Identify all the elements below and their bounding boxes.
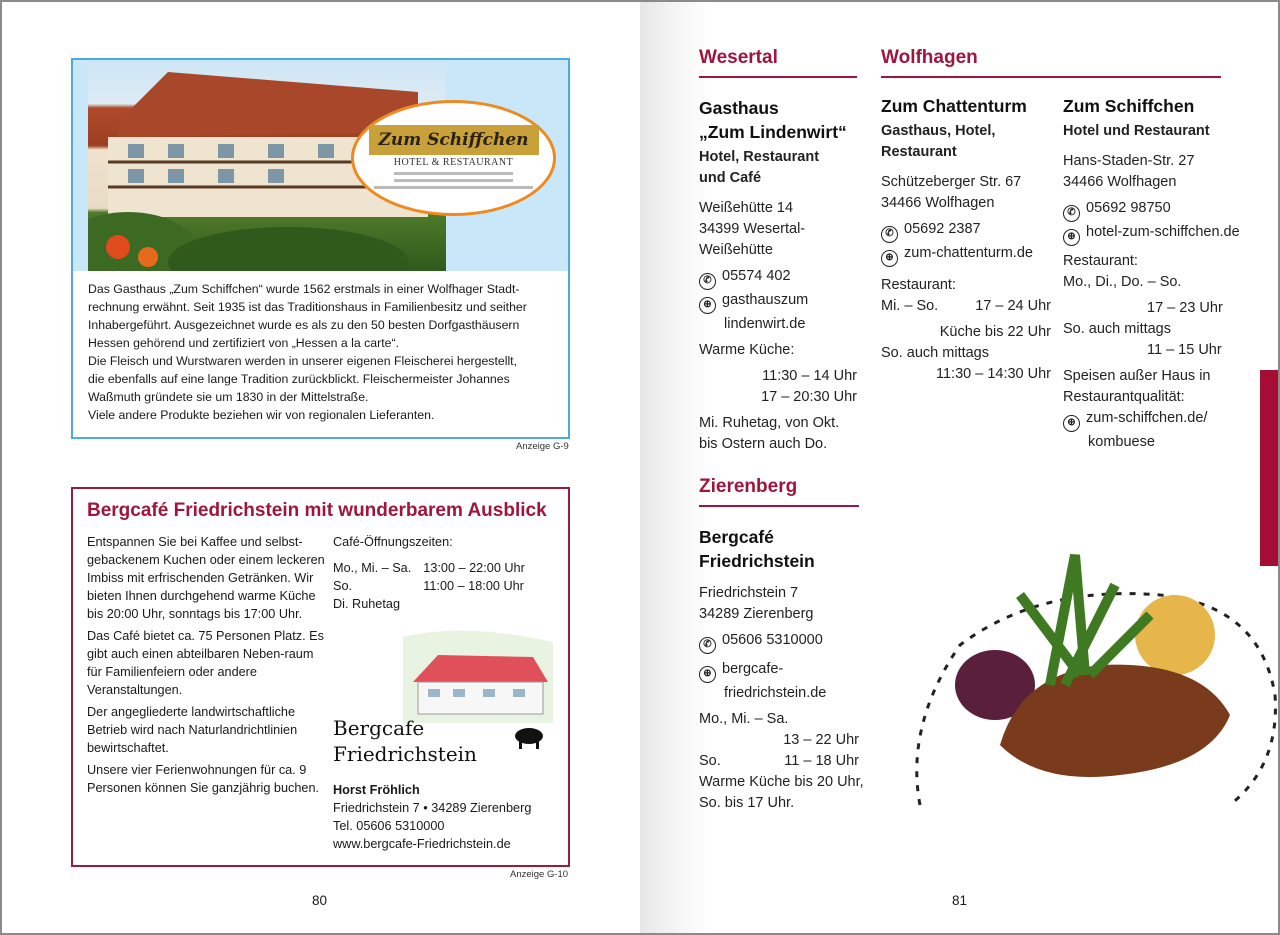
globe-icon: ⊕ (699, 297, 716, 314)
listing-bergcafe: Zierenberg Bergcafé Friedrichstein Friedrichstein 7 34289 Zierenberg ✆ 05606 5310000 ⊕ bergcafe- friedrichstein.de Mo., Mi. – Sa. 13 – 22 Uhr So. 11 – 18 Uhr Warme Küche bis 20 Uhr, So. bis 17 Uhr. (699, 476, 864, 811)
region-heading: Wesertal (699, 46, 857, 78)
listing-schiffchen: Zum Schiffchen Hotel und Restaurant Hans-Staden-Str. 27 34466 Wolfhagen ✆ 05692 98750 ⊕ hotel-zum-schiffchen.de Restaurant: Mo., Di., Do. – So. 17 – 23 Uhr So. auch mittags 11 – 15 Uhr Speisen außer Haus in Restaurantqualität: ⊕ zum-schiffchen.de/ kombuese (1063, 96, 1240, 450)
farmhouse-sketch (403, 627, 553, 723)
ad-bergcafe (71, 487, 570, 867)
globe-icon: ⊕ (1063, 415, 1080, 432)
section-tab (1260, 370, 1278, 566)
contact-info: Horst Fröhlich Friedrichstein 7 • 34289 Zierenberg Tel. 05606 5310000 www.bergcafe-Friedrichstein.de (333, 783, 532, 851)
region-wolfhagen (881, 46, 1221, 96)
ad-text: Das Gasthaus „Zum Schiffchen“ wurde 1562 erstmals in einer Wolfhager Stadt- rechnung erwähnt. Seit 1935 ist das Traditionshaus in Familienbesitz und seither Inhabergeführt. Ausgezeichnet wurde es als zu den 50 besten Dorfgasthäusern Hessen gehörend und zertifiziert von „Hessen a la carte“. Die Fleisch und Wurstwaren werden in unserer eigenen Fleischerei hergestellt, die ebenfalls auf eine lange Tradition zurückblickt. Fleischermeister Johannes Waßmuth gründete sie um 1830 in der Mittelstraße. Viele andere Produkte beziehen wir von regionalen Lieferanten. (88, 282, 527, 422)
phone-icon: ✆ (881, 226, 898, 243)
ad-label: Anzeige G-9 (516, 441, 569, 452)
ad-label: Anzeige G-10 (510, 869, 569, 880)
globe-icon: ⊕ (1063, 229, 1080, 246)
ad-title: Bergcafé Friedrichstein mit wunderbarem Ausblick (87, 500, 547, 521)
region-heading: Zierenberg (699, 475, 859, 507)
ad-zum-schiffchen (71, 58, 570, 439)
zum-schiffchen-logo: Zum Schiffchen HOTEL & RESTAURANT (351, 100, 556, 216)
page-number: 81 (952, 893, 968, 908)
phone-icon: ✆ (1063, 205, 1080, 222)
opening-hours: Café-Öffnungszeiten: Mo., Mi. – Sa. 13:00 – 22:00 Uhr So. 11:00 – 18:00 Uhr Di. Ruhetag (333, 535, 525, 611)
page-number: 80 (312, 893, 328, 908)
cow-icon (511, 725, 547, 751)
region-heading: Wolfhagen (881, 46, 1221, 78)
listing-chattenturm: Zum Chattenturm Gasthaus, Hotel, Restaurant Schützeberger Str. 67 34466 Wolfhagen ✆ 05692 2387 ⊕ zum-chattenturm.de Restaurant: Mi. – So. 17 – 24 Uhr Küche bis 22 Uhr So. auch mittags 11:30 – 14:30 Uhr (881, 96, 1051, 382)
phone-icon: ✆ (699, 273, 716, 290)
food-photo (900, 525, 1280, 825)
phone-icon: ✆ (699, 637, 716, 654)
ad-description: Entspannen Sie bei Kaffee und selbst-gebackenem Kuchen oder einem leckeren Imbiss mit erfrischenden Getränken. Wir bieten Ihnen durchgehend warme Küche bis 20:00 Uhr, sonntags bis 17:00 Uhr. Das Café bietet ca. 75 Personen Platz. Es gibt auch einen abteilbaren Neben-raum für Familienfeiern oder andere Veranstaltungen. Der angegliederte landwirtschaftliche Betrieb wird nach Naturlandrichtlinien bewirtschaftet. Unsere vier Ferienwohnungen für ca. 9 Personen können Sie ganzjährig buchen. (87, 535, 325, 795)
globe-icon: ⊕ (699, 666, 716, 683)
globe-icon: ⊕ (881, 250, 898, 267)
listing-lindenwirt: Wesertal Gasthaus „Zum Lindenwirt“ Hotel, Restaurant und Café Weißehütte 14 34399 Wesertal- Weißehütte ✆ 05574 402 ⊕ gasthauszum lindenwirt.de Warme Küche: 11:30 – 14 Uhr 17 – 20:30 Uhr Mi. Ruhetag, von Okt. bis Ostern auch Do. (699, 47, 857, 452)
bergcafe-logo-text: Bergcafe Friedrichstein (333, 716, 477, 766)
